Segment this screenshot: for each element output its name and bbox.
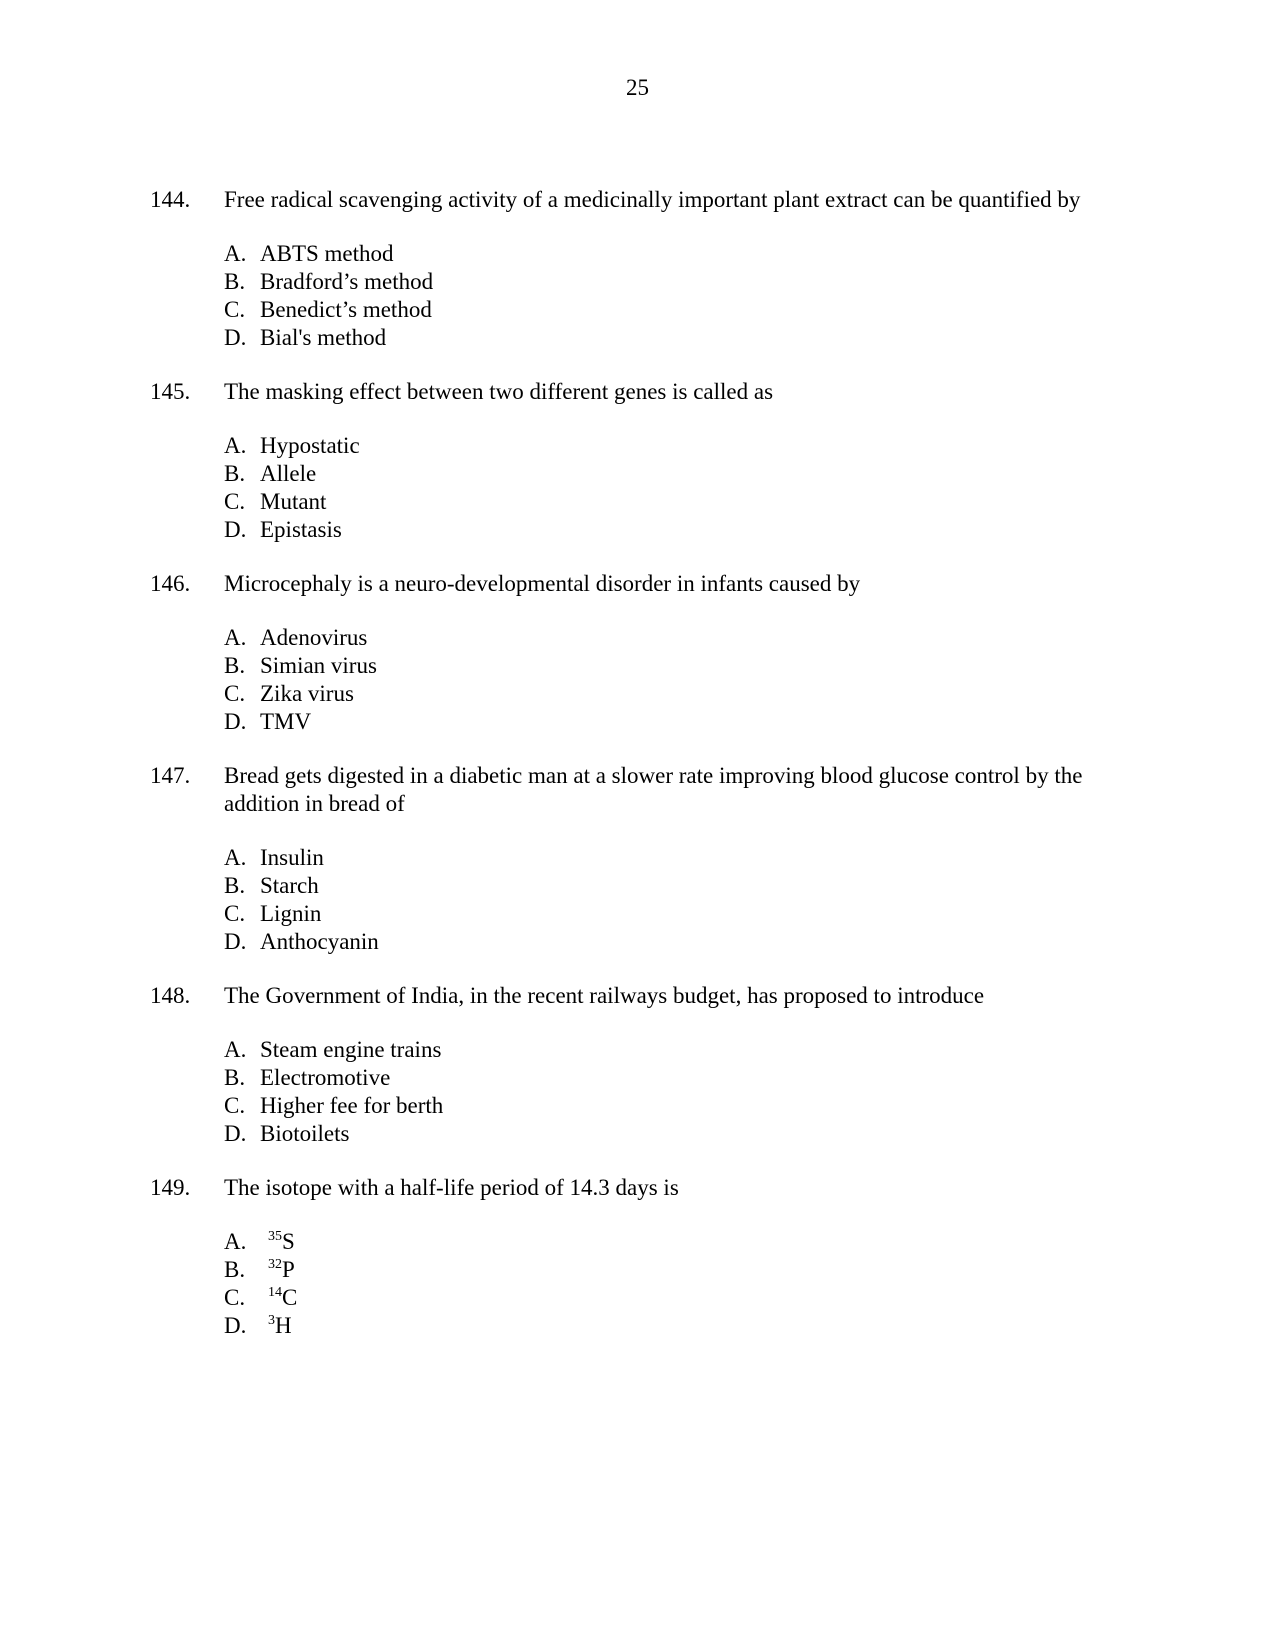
option-text: Zika virus	[260, 681, 354, 706]
option-text: TMV	[260, 709, 312, 734]
question-145	[150, 378, 1130, 544]
option-b	[224, 652, 1130, 680]
question-stem: Bread gets digested in a diabetic man at a slower rate improving blood glucose control by the addition in bread of	[224, 763, 1083, 816]
question-number: 144.	[150, 187, 191, 212]
option-text: Lignin	[260, 901, 322, 926]
option-letter: C.	[224, 1285, 246, 1310]
question-list	[150, 186, 1130, 1366]
question-body	[224, 186, 1130, 352]
option-letter: C.	[224, 1093, 246, 1118]
isotope-symbol: P	[282, 1257, 295, 1282]
isotope-symbol: C	[282, 1285, 298, 1310]
option-text: Insulin	[260, 845, 324, 870]
option-d	[224, 1120, 1130, 1148]
option-d	[224, 1312, 1130, 1340]
option-list	[224, 844, 1130, 956]
option-c	[224, 1284, 1130, 1312]
option-a	[224, 432, 1130, 460]
option-d	[224, 708, 1130, 736]
option-letter: A.	[224, 1037, 247, 1062]
question-body	[224, 378, 1130, 544]
option-letter: D.	[224, 929, 247, 954]
option-text: Epistasis	[260, 517, 342, 542]
option-letter: B.	[224, 653, 246, 678]
option-letter: D.	[224, 1313, 247, 1338]
option-text: Electromotive	[260, 1065, 391, 1090]
option-text: Mutant	[260, 489, 327, 514]
option-text: ABTS method	[260, 241, 394, 266]
option-letter: C.	[224, 901, 246, 926]
question-number: 146.	[150, 571, 191, 596]
option-d	[224, 516, 1130, 544]
option-list	[224, 1228, 1130, 1340]
option-letter: B.	[224, 1065, 246, 1090]
option-text: Starch	[260, 873, 319, 898]
question-number: 145.	[150, 379, 191, 404]
question-number: 149.	[150, 1175, 191, 1200]
question-stem: Free radical scavenging activity of a medicinally important plant extract can be quantified by	[224, 187, 1081, 212]
option-letter: D.	[224, 1121, 247, 1146]
option-d	[224, 324, 1130, 352]
question-stem: The masking effect between two different genes is called as	[224, 379, 774, 404]
question-body	[224, 762, 1130, 956]
option-b	[224, 460, 1130, 488]
isotope-symbol: H	[275, 1313, 292, 1338]
question-149	[150, 1174, 1130, 1340]
option-b	[224, 1064, 1130, 1092]
option-a	[224, 1228, 1130, 1256]
isotope-mass-number: 3	[268, 1313, 275, 1328]
option-list	[224, 1036, 1130, 1148]
option-text: Steam engine trains	[260, 1037, 442, 1062]
page-number: 25	[626, 75, 649, 100]
question-body	[224, 982, 1130, 1148]
option-letter: B.	[224, 873, 246, 898]
option-letter: B.	[224, 1257, 246, 1282]
isotope-mass-number: 14	[268, 1285, 282, 1300]
option-letter: C.	[224, 297, 246, 322]
option-text: Bial's method	[260, 325, 387, 350]
option-c	[224, 488, 1130, 516]
option-letter: A.	[224, 241, 247, 266]
option-text: Simian virus	[260, 653, 377, 678]
option-text: Adenovirus	[260, 625, 368, 650]
option-letter: D.	[224, 709, 247, 734]
option-text: Biotoilets	[260, 1121, 350, 1146]
option-b	[224, 268, 1130, 296]
question-number: 148.	[150, 983, 191, 1008]
isotope-mass-number: 32	[268, 1257, 282, 1272]
option-letter: A.	[224, 625, 247, 650]
option-list	[224, 624, 1130, 736]
option-text: Hypostatic	[260, 433, 360, 458]
question-body	[224, 1174, 1130, 1340]
option-text: Benedict’s method	[260, 297, 432, 322]
option-letter: B.	[224, 461, 246, 486]
option-text: Allele	[260, 461, 317, 486]
question-148	[150, 982, 1130, 1148]
option-letter: B.	[224, 269, 246, 294]
question-stem: The Government of India, in the recent railways budget, has proposed to introduce	[224, 983, 985, 1008]
option-letter: A.	[224, 1229, 247, 1254]
option-text: Higher fee for berth	[260, 1093, 444, 1118]
question-144	[150, 186, 1130, 352]
option-b	[224, 1256, 1130, 1284]
option-list	[224, 240, 1130, 352]
option-a	[224, 240, 1130, 268]
option-letter: D.	[224, 325, 247, 350]
question-146	[150, 570, 1130, 736]
option-c	[224, 296, 1130, 324]
isotope-symbol: S	[282, 1229, 295, 1254]
option-d	[224, 928, 1130, 956]
option-text: Bradford’s method	[260, 269, 434, 294]
option-letter: D.	[224, 517, 247, 542]
option-a	[224, 624, 1130, 652]
option-letter: C.	[224, 681, 246, 706]
question-stem: Microcephaly is a neuro-developmental disorder in infants caused by	[224, 571, 861, 596]
option-c	[224, 1092, 1130, 1120]
option-letter: C.	[224, 489, 246, 514]
question-body	[224, 570, 1130, 736]
question-stem: The isotope with a half-life period of 14.3 days is	[224, 1175, 679, 1200]
option-text: Anthocyanin	[260, 929, 379, 954]
option-letter: A.	[224, 433, 247, 458]
option-list	[224, 432, 1130, 544]
option-b	[224, 872, 1130, 900]
option-c	[224, 900, 1130, 928]
question-number: 147.	[150, 763, 191, 788]
option-c	[224, 680, 1130, 708]
option-letter: A.	[224, 845, 247, 870]
isotope-mass-number: 35	[268, 1229, 282, 1244]
option-a	[224, 1036, 1130, 1064]
question-147	[150, 762, 1130, 956]
option-a	[224, 844, 1130, 872]
